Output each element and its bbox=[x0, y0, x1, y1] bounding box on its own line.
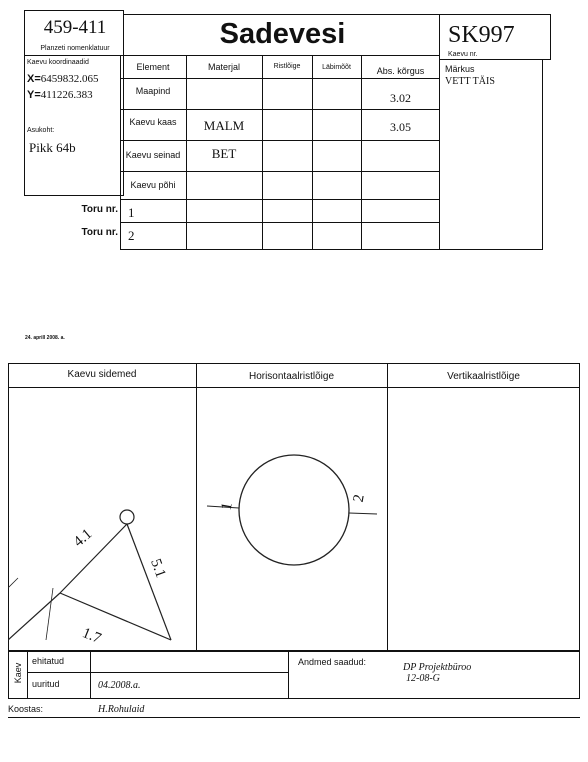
kaev-label: Kaev bbox=[13, 662, 23, 684]
sidemed-sketch bbox=[8, 388, 196, 650]
kaevu-nr-box bbox=[439, 14, 551, 60]
planzeti-box bbox=[24, 10, 124, 56]
row-abs-maapind: 3.02 bbox=[390, 91, 411, 105]
sketch-header-vertikaal: Vertikaalristlõige bbox=[447, 371, 520, 382]
toru-value-1: 1 bbox=[128, 205, 135, 220]
date-note: 24. aprill 2008. a. bbox=[25, 335, 65, 341]
kaevu-nr-value: SK997 bbox=[448, 22, 515, 48]
asukoht-value: Pikk 64b bbox=[29, 140, 76, 155]
page-title: Sadevesi bbox=[219, 18, 346, 50]
well-section-circle-icon bbox=[239, 455, 349, 565]
coord-x bbox=[27, 73, 99, 85]
pipe-label-1: 1 bbox=[218, 501, 236, 512]
row-label-kaevu-seinad: Kaevu seinad bbox=[125, 150, 181, 160]
toru-label-1: Toru nr. bbox=[81, 204, 118, 215]
row-label-kaevu-kaas: Kaevu kaas bbox=[129, 117, 177, 127]
pipe-label-2: 2 bbox=[350, 493, 368, 504]
row-materjal-kaevu-seinad: BET bbox=[211, 146, 237, 161]
row-materjal-kaevu-kaas: MALM bbox=[203, 118, 245, 133]
side-label-3: 1.7 bbox=[79, 625, 104, 647]
uuritud-value: 04.2008.a. bbox=[98, 680, 141, 691]
row-abs-kaevu-kaas: 3.05 bbox=[390, 120, 411, 134]
toru-value-2: 2 bbox=[128, 228, 135, 243]
sketch-header-horisontaal: Horisontaalristlõige bbox=[248, 371, 335, 382]
koostas-label: Koostas: bbox=[8, 704, 44, 714]
side-label-2: 5.1 bbox=[147, 556, 169, 580]
side-label-1: 4.1 bbox=[70, 525, 96, 551]
andmed-value-2: 12-08-G bbox=[406, 673, 440, 684]
well-marker-icon bbox=[120, 510, 134, 524]
markus-value: VETT TÄIS bbox=[445, 76, 495, 87]
markus-label: Märkus bbox=[445, 64, 475, 74]
uuritud-label: uuritud bbox=[32, 679, 60, 689]
col-header-labimoot: Läbimõõt bbox=[322, 64, 351, 71]
title-box bbox=[123, 14, 440, 56]
planzeti-value: 459-411 bbox=[43, 17, 107, 38]
kaevu-nr-label: Kaevu nr. bbox=[448, 51, 478, 58]
col-header-element: Element bbox=[136, 62, 170, 72]
horisontaal-sketch bbox=[197, 388, 387, 650]
col-header-ristloige: Ristlõige bbox=[273, 63, 301, 70]
ehitatud-label: ehitatud bbox=[32, 656, 65, 666]
col-header-materjal: Materjal bbox=[207, 62, 240, 72]
col-header-abs-korgus: Abs. kõrgus bbox=[376, 66, 425, 76]
toru-label-2: Toru nr. bbox=[81, 227, 118, 238]
markus-box bbox=[439, 59, 543, 250]
coord-y-label: Y= bbox=[27, 89, 41, 101]
coord-x-label: X= bbox=[27, 73, 41, 85]
coord-y-value: 411226.383 bbox=[40, 89, 93, 101]
planzeti-label: Planzeti nomenklatuur bbox=[40, 45, 110, 52]
row-label-kaevu-pohi: Kaevu põhi bbox=[130, 180, 176, 190]
coords-label: Kaevu koordinaadid bbox=[27, 59, 89, 66]
coord-x-value: 6459832.065 bbox=[40, 73, 99, 85]
coords-box bbox=[24, 55, 124, 196]
andmed-value-1: DP Projektbüroo bbox=[403, 662, 472, 673]
asukoht-label: Asukoht: bbox=[27, 127, 55, 134]
sketch-header-sidemed: Kaevu sidemed bbox=[67, 369, 137, 380]
koostas-value: H.Rohulaid bbox=[98, 704, 145, 715]
coord-y bbox=[27, 89, 93, 101]
row-label-maapind: Maapind bbox=[135, 86, 171, 96]
andmed-label: Andmed saadud: bbox=[298, 657, 367, 667]
footer-frame bbox=[8, 651, 580, 699]
